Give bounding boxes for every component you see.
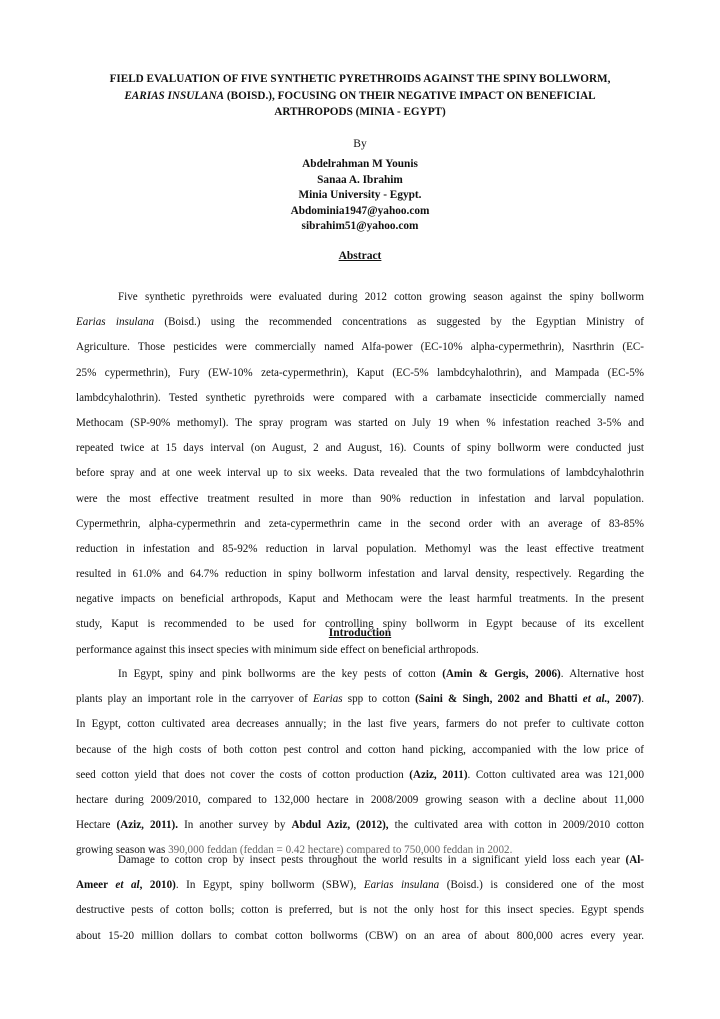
author-email: sibrahim51@yahoo.com [301,220,419,233]
text-line: Hectare (Aziz, 2011). In another survey by Abdul Aziz, (2012), the cultivated area with cotton in 2009/2010 cotton [76,819,644,832]
title-line-1: FIELD EVALUATION OF FIVE SYNTHETIC PYRETHROIDS AGAINST THE SPINY BOLLWORM, [109,73,611,85]
affiliation: Minia University - Egypt. [298,189,422,202]
author-email: Abdominia1947@yahoo.com [290,204,430,217]
text-line: Damage to cotton crop by insect pests throughout the world results in a significant yield loss each year (Al- [118,854,644,866]
text-line: reduction in infestation and 85-92% reduction in larval population. Methomyl was the least effective treatment [76,542,644,555]
author-block [0,157,720,235]
text-line: repeated twice at 15 days interval (on August, 2 and August, 16). Counts of spiny bollworm were conducted just [76,442,644,455]
text-line: performance against this insect species with minimum side effect on beneficial arthropods. [76,643,479,656]
text-line: In Egypt, spiny and pink bollworms are the key pests of cotton (Amin & Gergis, 2006). Alternative host [118,668,644,680]
text-line: negative impacts on beneficial arthropods, Kaput and Methocam were the least harmful treatments. In the present [76,593,644,606]
text-line: In Egypt, cotton cultivated area decreases annually; in the last five years, farmers do not prefer to cultivate cotton [76,718,644,731]
text-line: study, Kaput is recommended to be used for controlling spiny bollworm in Egypt because of its excellent [76,618,644,631]
text-line: Methocam (SP-90% methomyl). The spray program was started on July 19 when % infestation reached 3-5% and [76,416,644,429]
citation: Abdul Aziz, (2012), [291,819,389,832]
abstract-paragraph [76,285,644,663]
text-line: Agriculture. Those pesticides were commercially named Alfa-power (EC-10% alpha-cypermethrin), Nasrthrin (EC- [76,341,644,354]
citation: Ameer et al, 2010) [76,879,176,892]
citation: (Saini & Singh, 2002 and Bhatti et al., 2007) [415,693,642,706]
text-line: Five synthetic pyrethroids were evaluated during 2012 cotton growing season against the spiny bollworm [118,291,644,303]
text-line: Ameer et al, 2010). In Egypt, spiny bollworm (SBW), Earias insulana (Boisd.) is considered one of the most [76,879,644,892]
abstract-heading: Abstract [338,250,382,262]
title-line-2: EARIAS INSULANA (BOISD.), FOCUSING ON THEIR NEGATIVE IMPACT ON BENEFICIAL [124,89,596,102]
text-line: Earias insulana (Boisd.) using the recommended concentrations as suggested by the Egyptian Ministry of [76,316,644,329]
citation: (Aziz, 2011). [116,819,179,832]
text-line: because of the high costs of both cotton pest control and cotton hand picking, accompanied with the low price of [76,743,644,756]
text-line: resulted in 61.0% and 64.7% reduction in spiny bollworm infestation and larval density, respectively. Regarding the [76,568,644,581]
citation: (Al- [625,854,644,866]
text-line: lambdcyhalothrin). Tested synthetic pyrethroids were compared with a carbamate insecticide commercially named [76,391,644,404]
text-line: Cypermethrin, alpha-cypermethrin and zeta-cypermethrin came in the second order with an average of 83-85% [76,517,644,530]
citation: (Amin & Gergis, 2006) [442,668,561,680]
text-line: before spray and at one week interval up to six weeks. Data revealed that the two formulations of lambdcyhalothrin [76,467,644,480]
introduction-paragraph-1 [76,662,644,864]
text-line: 25% cypermethrin), Fury (EW-10% zeta-cypermethrin), Kaput (EC-5% lambdcyhalothrin), and Mampada (EC-5% [76,366,644,379]
text-line: hectare during 2009/2010, compared to 132,000 hectare in 2008/2009 growing season with a decline about 11,000 [76,793,644,806]
text-line: seed cotton yield that does not cover the costs of cotton production (Aziz, 2011). Cotton cultivated area was 121,000 [76,768,644,781]
title-species: EARIAS INSULANA [124,89,225,102]
text-line: plants play an important role in the carryover of Earias spp to cotton (Saini & Singh, 2002 and Bhatti et al., 2007). [76,693,644,706]
introduction-heading: Introduction [328,627,392,639]
author-name: Abdelrahman M Younis [302,158,418,170]
author-name: Sanaa A. Ibrahim [317,173,403,186]
paper-title [60,71,660,121]
text-line: about 15-20 million dollars to combat cotton bollworms (CBW) on an area of about 800,000 acres every year. [76,929,644,942]
citation: (Aziz, 2011) [409,768,468,781]
introduction-paragraph-2 [76,848,644,949]
text-line: were the most effective treatment resulted in more than 90% reduction in infestation and larval population. [76,492,644,505]
text-line: growing season was 390,000 feddan (feddan = 0.42 hectare) compared to 750,000 feddan in 2002. [76,844,513,857]
title-line-3: ARTHROPODS (MINIA - EGYPT) [274,106,446,118]
by-label: By [353,138,367,150]
text-line: destructive pests of cotton bolls; cotton is preferred, but is not the only host for this insect species. Egypt spends [76,904,644,917]
